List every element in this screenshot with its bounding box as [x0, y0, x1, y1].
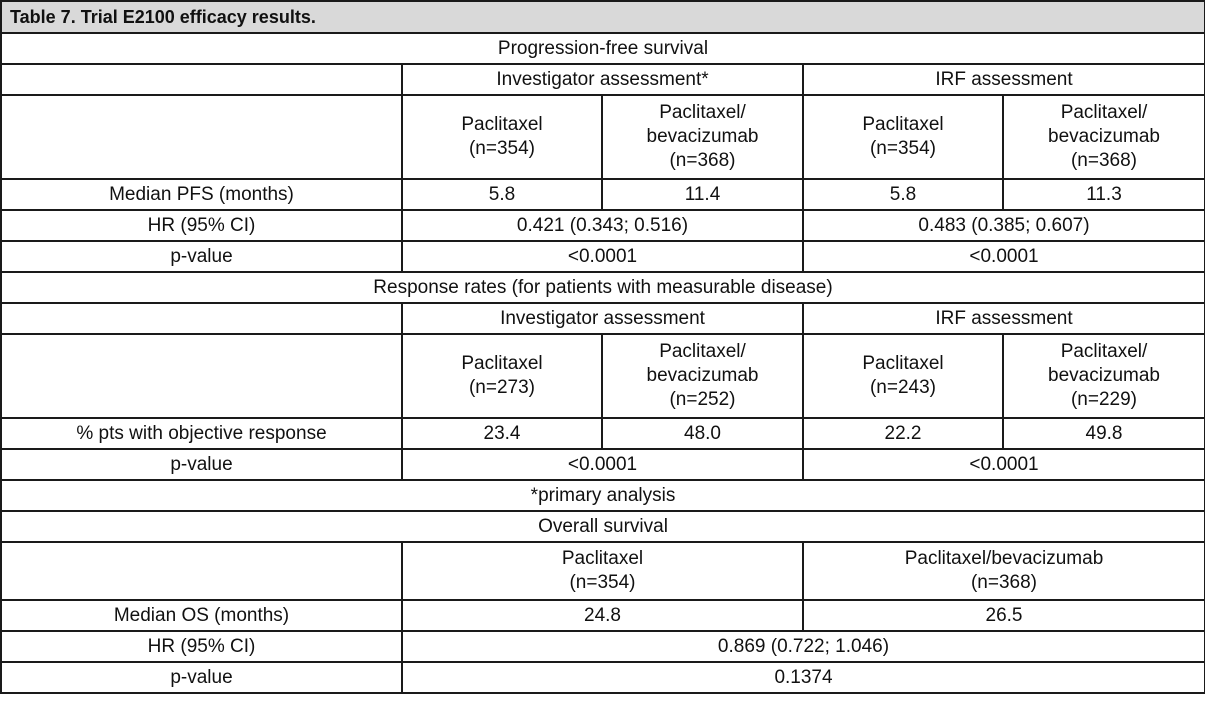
table-cell: 24.8: [402, 600, 803, 631]
row-label: p-value: [1, 662, 402, 693]
rr-assessment-row: [1, 303, 1205, 334]
table-cell: 26.5: [803, 600, 1205, 631]
pfs-section-row: [1, 33, 1205, 64]
rr-section-heading: Response rates (for patients with measurable disease): [1, 272, 1205, 303]
table-row: [1, 631, 1205, 662]
os-section-heading: Overall survival: [1, 511, 1205, 542]
pfs-irf-paclitaxel-header: Paclitaxel (n=354): [803, 95, 1003, 179]
rr-inv-paclitaxel-header: Paclitaxel (n=273): [402, 334, 602, 418]
table-cell: <0.0001: [402, 449, 803, 480]
table-cell: 11.3: [1003, 179, 1205, 210]
os-section-row: [1, 511, 1205, 542]
os-bev-header: Paclitaxel/bevacizumab (n=368): [803, 542, 1205, 600]
table-cell: <0.0001: [803, 449, 1205, 480]
table-cell: 11.4: [602, 179, 803, 210]
row-label: p-value: [1, 449, 402, 480]
empty-cell: [1, 64, 402, 95]
row-label: HR (95% CI): [1, 210, 402, 241]
table-cell: 0.1374: [402, 662, 1205, 693]
table-cell: 0.483 (0.385; 0.607): [803, 210, 1205, 241]
table-cell: 23.4: [402, 418, 602, 449]
pfs-arm-row: [1, 95, 1205, 179]
table-cell: <0.0001: [402, 241, 803, 272]
table-cell: 0.869 (0.722; 1.046): [402, 631, 1205, 662]
pfs-irf-bev-header: Paclitaxel/ bevacizumab (n=368): [1003, 95, 1205, 179]
rr-irf-bev-header: Paclitaxel/ bevacizumab (n=229): [1003, 334, 1205, 418]
rr-arm-row: [1, 334, 1205, 418]
table-row: [1, 662, 1205, 693]
table-row: [1, 210, 1205, 241]
table-cell: <0.0001: [803, 241, 1205, 272]
table-cell: 49.8: [1003, 418, 1205, 449]
table-row: [1, 418, 1205, 449]
rr-section-row: [1, 272, 1205, 303]
table-cell: 5.8: [803, 179, 1003, 210]
pfs-inv-paclitaxel-header: Paclitaxel (n=354): [402, 95, 602, 179]
table-row: [1, 179, 1205, 210]
empty-cell: [1, 542, 402, 600]
row-label: p-value: [1, 241, 402, 272]
table-row: [1, 600, 1205, 631]
row-label: Median PFS (months): [1, 179, 402, 210]
empty-cell: [1, 334, 402, 418]
row-label: HR (95% CI): [1, 631, 402, 662]
os-paclitaxel-header: Paclitaxel (n=354): [402, 542, 803, 600]
table-cell: 22.2: [803, 418, 1003, 449]
table-cell: 48.0: [602, 418, 803, 449]
footnote-row: [1, 480, 1205, 511]
table-row: [1, 449, 1205, 480]
pfs-section-heading: Progression-free survival: [1, 33, 1205, 64]
table-title: Table 7. Trial E2100 efficacy results.: [1, 1, 1205, 33]
pfs-assessment-row: [1, 64, 1205, 95]
table-cell: 0.421 (0.343; 0.516): [402, 210, 803, 241]
pfs-investigator-header: Investigator assessment*: [402, 64, 803, 95]
empty-cell: [1, 95, 402, 179]
rr-irf-header: IRF assessment: [803, 303, 1205, 334]
row-label: % pts with objective response: [1, 418, 402, 449]
pfs-inv-bev-header: Paclitaxel/ bevacizumab (n=368): [602, 95, 803, 179]
row-label: Median OS (months): [1, 600, 402, 631]
table-cell: 5.8: [402, 179, 602, 210]
rr-inv-bev-header: Paclitaxel/ bevacizumab (n=252): [602, 334, 803, 418]
os-arm-row: [1, 542, 1205, 600]
empty-cell: [1, 303, 402, 334]
footnote: *primary analysis: [1, 480, 1205, 511]
rr-irf-paclitaxel-header: Paclitaxel (n=243): [803, 334, 1003, 418]
pfs-irf-header: IRF assessment: [803, 64, 1205, 95]
rr-investigator-header: Investigator assessment: [402, 303, 803, 334]
table-row: [1, 241, 1205, 272]
title-row: [1, 1, 1205, 33]
